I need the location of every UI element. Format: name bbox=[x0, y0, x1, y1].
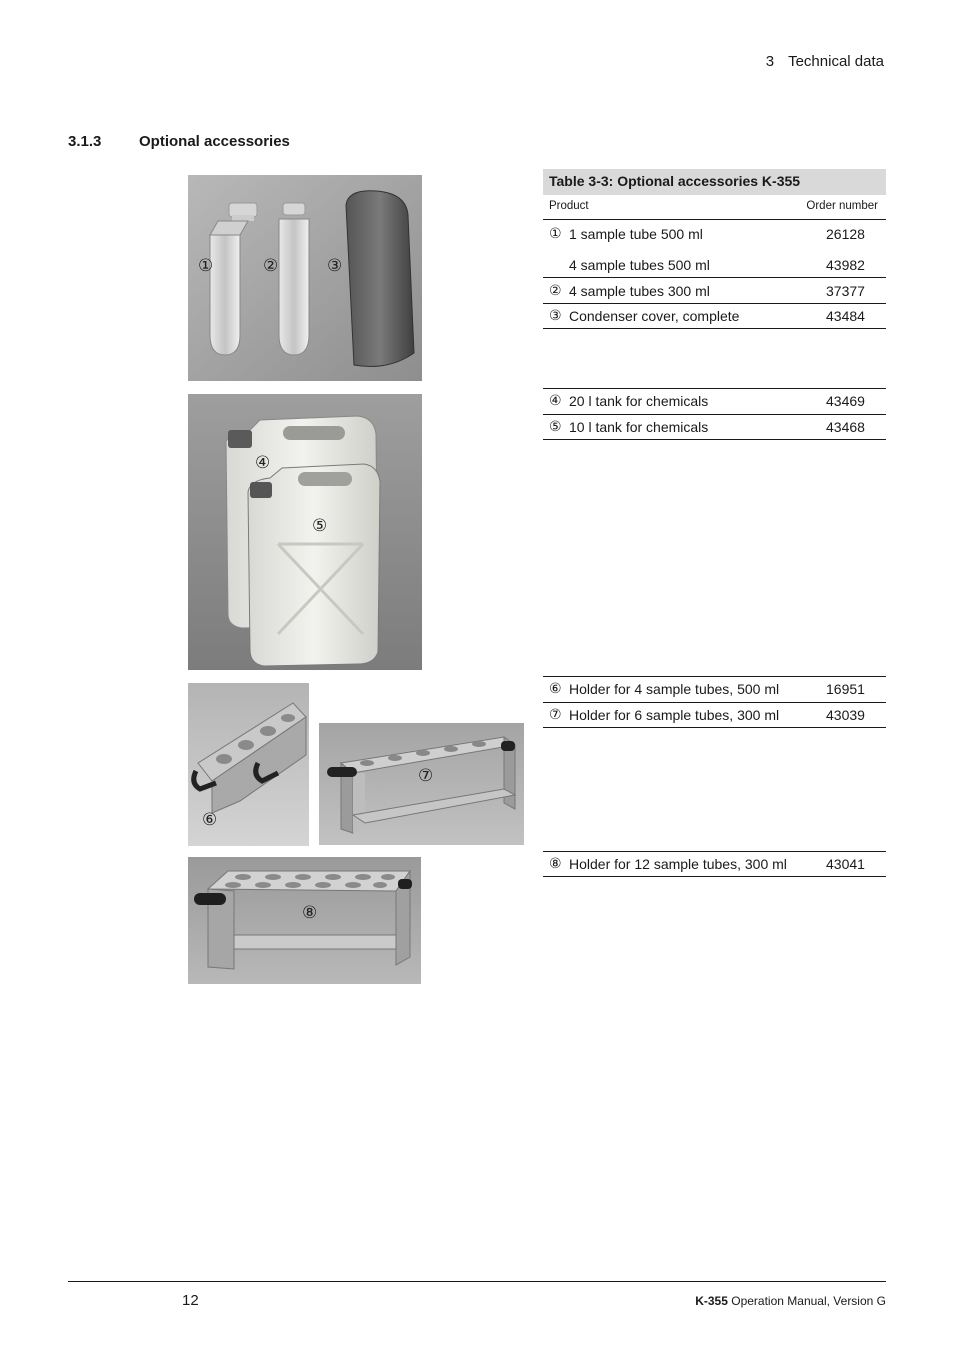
photo-label-6: ⑥ bbox=[202, 810, 218, 830]
row-product: 10 l tank for chemicals bbox=[569, 419, 709, 435]
row-product: 1 sample tube 500 ml bbox=[569, 226, 703, 242]
photo-label-7: ⑦ bbox=[418, 766, 434, 786]
section-title: Optional accessories bbox=[139, 133, 290, 150]
row-mark: ⑦ bbox=[549, 707, 562, 723]
table-row bbox=[543, 279, 886, 304]
section-number: 3.1.3 bbox=[68, 133, 102, 150]
table-row bbox=[543, 253, 886, 278]
row-product: Holder for 12 sample tubes, 300 ml bbox=[569, 856, 787, 872]
chapter-title: Technical data bbox=[788, 53, 884, 70]
table-title: Table 3-3: Optional accessories K-355 bbox=[543, 169, 886, 195]
row-order: 43982 bbox=[826, 257, 865, 273]
photo-label-5: ⑤ bbox=[312, 516, 328, 536]
row-order: 26128 bbox=[826, 226, 865, 242]
row-mark: ③ bbox=[549, 308, 562, 324]
table-row bbox=[543, 222, 886, 247]
row-order: 43039 bbox=[826, 707, 865, 723]
table-row bbox=[543, 676, 886, 703]
page-number: 12 bbox=[182, 1292, 199, 1309]
row-order: 37377 bbox=[826, 283, 865, 299]
table-row bbox=[543, 304, 886, 329]
chapter-number: 3 bbox=[765, 53, 775, 70]
photo-label-4: ④ bbox=[255, 453, 271, 473]
footer-rule bbox=[68, 1281, 886, 1282]
photo-tanks bbox=[188, 394, 422, 670]
row-order: 43484 bbox=[826, 308, 865, 324]
row-mark: ⑤ bbox=[549, 419, 562, 435]
row-mark: ① bbox=[549, 226, 562, 242]
table-row bbox=[543, 851, 886, 877]
row-product: 4 sample tubes 500 ml bbox=[569, 257, 710, 273]
table-header bbox=[543, 196, 886, 220]
row-product: 20 l tank for chemicals bbox=[569, 393, 709, 409]
row-order: 43468 bbox=[826, 419, 865, 435]
section-heading bbox=[68, 133, 290, 150]
row-product: 4 sample tubes 300 ml bbox=[569, 283, 710, 299]
running-head bbox=[766, 53, 884, 70]
photo-sample-tubes bbox=[188, 175, 422, 381]
photo-holder-6 bbox=[319, 723, 524, 845]
table-row bbox=[543, 415, 886, 440]
footer-product: K-355 bbox=[695, 1294, 728, 1308]
photo-label-2: ② bbox=[263, 256, 279, 276]
row-product: Condenser cover, complete bbox=[569, 308, 740, 324]
table-row bbox=[543, 703, 886, 728]
photo-label-1: ① bbox=[198, 256, 214, 276]
row-order: 16951 bbox=[826, 681, 865, 697]
row-mark: ⑥ bbox=[549, 681, 562, 697]
col-order-number: Order number bbox=[806, 200, 878, 212]
row-mark: ⑧ bbox=[549, 856, 562, 872]
footer-manual: Operation Manual, Version G bbox=[727, 1294, 886, 1308]
row-mark: ② bbox=[549, 283, 562, 299]
photo-holder-12 bbox=[188, 857, 421, 984]
row-order: 43469 bbox=[826, 393, 865, 409]
row-product: Holder for 4 sample tubes, 500 ml bbox=[569, 681, 780, 697]
row-order: 43041 bbox=[826, 856, 865, 872]
photo-holder-4 bbox=[188, 683, 309, 846]
row-product: Holder for 6 sample tubes, 300 ml bbox=[569, 707, 780, 723]
photo-label-3: ③ bbox=[327, 256, 343, 276]
footer-title bbox=[695, 1294, 886, 1308]
photo-label-8: ⑧ bbox=[302, 903, 318, 923]
col-product: Product bbox=[549, 200, 589, 212]
row-mark: ④ bbox=[549, 393, 562, 409]
table-row bbox=[543, 388, 886, 415]
